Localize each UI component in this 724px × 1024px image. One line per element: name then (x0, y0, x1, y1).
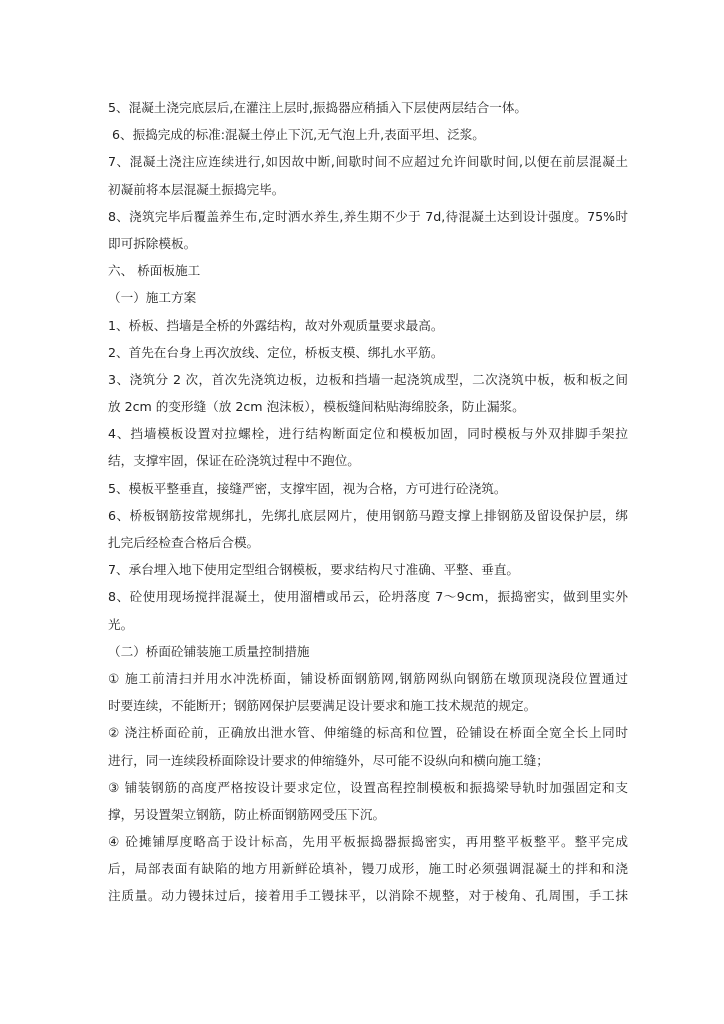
list-item: ② 浇注桥面砼前，正确放出泄水管、伸缩缝的标高和位置，砼铺设在桥面全宽全长上同时 (108, 725, 628, 741)
paragraph-line: 7、混凝土浇注应连续进行,如因故中断,间歇时间不应超过允许间歇时间,以便在前层混凝土 (108, 154, 628, 170)
list-item-continuation: 进行，同一连续段桥面除设计要求的伸缩缝外，尽可能不设纵向和横向施工缝； (108, 752, 549, 768)
list-item-continuation: 光。 (108, 616, 134, 632)
subsection-heading: （二）桥面砼铺装施工质量控制措施 (108, 643, 310, 659)
list-item: ① 施工前清扫并用水冲洗桥面，铺设桥面钢筋网,钢筋网纵向钢筋在墩顶现浇段位置通过 (108, 670, 628, 686)
list-item-continuation: 扎完后经检查合格后合模。 (108, 535, 260, 550)
list-item: 6、桥板钢筋按常规绑扎，先绑扎底层网片，使用钢筋马蹬支撑上排钢筋及留设保护层，绑 (108, 507, 628, 523)
list-item: 2、首先在台身上再次放线、定位，桥板支模、绑扎水平筋。 (108, 344, 444, 360)
list-item: 4、挡墙模板设置对拉螺栓，进行结构断面定位和模板加固，同时模板与外双排脚手架拉 (108, 426, 628, 442)
list-item-continuation: 时要连续，不能断开；钢筋网保护层要满足设计要求和施工技术规范的规定。 (108, 698, 537, 714)
paragraph-line: 初凝前将本层混凝土振捣完毕。 (108, 181, 285, 197)
list-item-continuation: 后，局部表面有缺陷的地方用新鲜砼填补，镘刀成形，施工时必须强调混凝土的拌和和浇 (108, 861, 628, 877)
list-item-continuation: 注质量。动力镘抹过后，接着用手工镘抹平，以消除不规整，对于棱角、孔周围，手工抹 (108, 888, 628, 904)
list-item-continuation: 结，支撑牢固，保证在砼浇筑过程中不跑位。 (108, 453, 360, 469)
subsection-heading: （一）施工方案 (108, 290, 197, 306)
paragraph-line: 即可拆除模板。 (108, 235, 197, 251)
list-item: ④ 砼摊铺厚度略高于设计标高，先用平板振捣器振捣密实，再用整平板整平。整平完成 (108, 834, 628, 850)
list-item: 1、桥板、挡墙是全桥的外露结构，故对外观质量要求最高。 (108, 317, 444, 333)
section-heading: 六、 桥面板施工 (108, 263, 201, 279)
list-item: 8、砼使用现场搅拌混凝土，使用溜槽或吊云，砼坍落度 7～9cm，振捣密实，做到里实外 (108, 589, 628, 605)
list-item-continuation: 撑，另设置架立钢筋，防止桥面钢筋网受压下沉。 (108, 806, 386, 822)
list-item: 5、模板平整垂直，接缝严密，支撑牢固，视为合格，方可进行砼浇筑。 (108, 480, 507, 496)
list-item: 3、浇筑分 2 次，首次先浇筑边板，边板和挡墙一起浇筑成型，二次浇筑中板，板和板之间 (108, 371, 628, 387)
list-item-continuation: 放 2cm 的变形缝（放 2cm 泡沫板），模板缝间粘贴海绵胶条，防止漏浆。 (108, 399, 525, 415)
document-page (108, 94, 628, 910)
paragraph-line: 6、振捣完成的标准:混凝土停止下沉,无气泡上升,表面平坦、泛浆。 (112, 127, 485, 143)
list-item: ③ 铺装钢筋的高度严格按设计要求定位，设置高程控制模板和振捣梁导轨时加强固定和支 (108, 779, 628, 795)
paragraph-line: 8、浇筑完毕后覆盖养生布,定时洒水养生,养生期不少于 7d,待混凝土达到设计强度。75%时 (108, 208, 628, 224)
list-item: 7、承台埋入地下使用定型组合钢模板，要求结构尺寸准确、平整、垂直。 (108, 562, 520, 578)
paragraph-line: 5、混凝土浇完底层后,在灌注上层时,振捣器应稍插入下层使两层结合一体。 (108, 100, 528, 115)
